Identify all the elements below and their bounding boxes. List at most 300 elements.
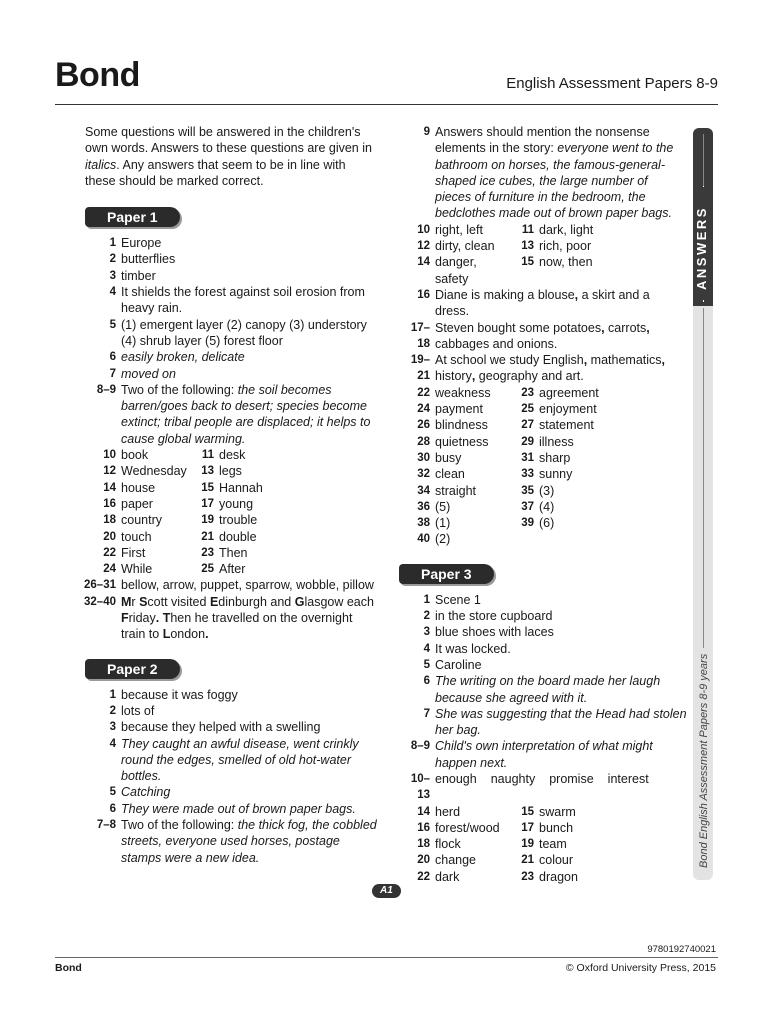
table-row xyxy=(399,385,687,401)
item-answer: (4) xyxy=(539,499,555,514)
item-number: 11 xyxy=(521,223,534,236)
table-row xyxy=(399,238,687,254)
item-number: 3 xyxy=(109,721,116,734)
item-answer: Child's own interpretation of what might happen next. xyxy=(435,739,653,770)
list-item xyxy=(399,592,687,608)
item-number: 15 xyxy=(521,256,534,269)
list-item xyxy=(85,577,378,593)
item-number: 12 xyxy=(417,240,430,253)
item-answer: clean xyxy=(435,467,465,482)
item-number: 13 xyxy=(521,240,534,253)
punct-comma: , xyxy=(646,320,650,335)
list-item xyxy=(399,624,687,640)
side-tab-line xyxy=(703,186,704,187)
item-number: 36 xyxy=(417,500,430,513)
item-number: 16 xyxy=(417,821,430,834)
table-row xyxy=(85,529,378,545)
item-answer: forest/wood xyxy=(435,820,500,835)
side-tab-line xyxy=(703,308,704,648)
answer-cell xyxy=(399,254,509,287)
item-number: 28 xyxy=(417,435,430,448)
answer-italic: the soil becomes barren/goes back to desert; species become extinct; tribal people are displaced; it helps to cause global warming. xyxy=(121,382,371,446)
item-answer: blindness xyxy=(435,418,488,433)
item-answer: Diane is making a blouse, a skirt and a dress. xyxy=(435,287,650,319)
answer-lead: Two of the following: xyxy=(121,382,238,397)
list-item xyxy=(85,687,378,703)
word: enough xyxy=(435,771,477,786)
item-answer: herd xyxy=(435,804,461,819)
answer-cell xyxy=(399,466,509,482)
answer-cell xyxy=(399,499,509,515)
item-answer: country xyxy=(121,513,162,528)
answer-cell xyxy=(509,401,619,417)
paper-2-tab: Paper 2 xyxy=(85,659,180,679)
item-number: 39 xyxy=(521,517,534,530)
item-number: 3 xyxy=(423,626,430,639)
list-item xyxy=(399,706,687,739)
list-item xyxy=(85,251,378,267)
table-row xyxy=(85,496,378,512)
table-row xyxy=(399,483,687,499)
answer-cell xyxy=(85,529,195,545)
answer-cell xyxy=(399,450,509,466)
punct-period: . xyxy=(155,611,160,626)
item-number: 6 xyxy=(109,351,116,364)
item-answer: change xyxy=(435,853,477,868)
intro-italics-word: italics xyxy=(85,157,117,172)
item-number: 17 xyxy=(201,497,214,510)
answer-cell xyxy=(195,512,305,528)
item-answer: house xyxy=(121,480,156,495)
item-number: 19–21 xyxy=(410,354,430,383)
answer-cell xyxy=(399,222,509,238)
answer-italic: everyone went to the bathroom on horses, the famous-general-shaped ice cubes, the large number of pieces of furniture in the bedroom, the bedclothes made out of brown paper bags. xyxy=(435,141,674,221)
table-row xyxy=(85,561,378,577)
intro-part-1: Some questions will be answered in the children's own words. Answers to these questions are given in xyxy=(85,125,372,156)
item-answer: sunny xyxy=(539,467,573,482)
item-answer: dark, light xyxy=(539,222,594,237)
item-answer: busy xyxy=(435,450,462,465)
list-item xyxy=(399,608,687,624)
item-answer: desk xyxy=(219,448,246,463)
answer-cell xyxy=(399,852,509,868)
item-number: 13 xyxy=(201,465,214,478)
item-answer: (2) xyxy=(435,532,451,547)
header-rule xyxy=(55,104,718,105)
item-number: 25 xyxy=(201,563,214,576)
answer-cell xyxy=(399,869,509,885)
intro-text xyxy=(85,124,378,189)
item-answer: flock xyxy=(435,837,461,852)
answer-cell xyxy=(399,515,509,531)
answer-cell xyxy=(399,483,509,499)
side-tab-subtitle: Bond English Assessment Papers 8-9 years xyxy=(698,653,710,868)
item-answer: straight xyxy=(435,483,476,498)
item-number: 22 xyxy=(417,386,430,399)
item-number: 19 xyxy=(521,838,534,851)
item-answer: Mr Scott visited Edinburgh and Glasgow each Friday. Then he travelled on the overnight train to London. xyxy=(121,594,374,642)
isbn: 9780192740021 xyxy=(647,944,716,955)
item-number: 16 xyxy=(417,288,430,301)
item-number: 20 xyxy=(103,530,116,543)
item-number: 38 xyxy=(417,517,430,530)
item-number: 10 xyxy=(417,223,430,236)
list-item xyxy=(85,736,378,785)
answer-lead: Two of the following: xyxy=(121,817,238,832)
answer-cell xyxy=(509,499,619,515)
table-row xyxy=(399,820,687,836)
table-row xyxy=(399,450,687,466)
side-tab-label: ANSWERS xyxy=(694,206,709,290)
item-number: 12 xyxy=(103,465,116,478)
answer-cell xyxy=(509,804,619,820)
item-answer: Then xyxy=(219,545,248,560)
item-answer: Wednesday xyxy=(121,464,187,479)
list-item xyxy=(85,349,378,365)
item-answer: colour xyxy=(539,853,574,868)
item-number: 3 xyxy=(109,269,116,282)
item-number: 4 xyxy=(109,737,116,750)
item-number: 40 xyxy=(417,533,430,546)
item-answer: They were made out of brown paper bags. xyxy=(121,801,356,816)
footer-brand: Bond xyxy=(55,962,82,974)
item-number: 27 xyxy=(521,419,534,432)
item-answer: (3) xyxy=(539,483,555,498)
list-item xyxy=(399,657,687,673)
item-number: 24 xyxy=(103,563,116,576)
list-item xyxy=(85,703,378,719)
list-item xyxy=(399,287,687,320)
item-number: 7 xyxy=(109,367,116,380)
cap-L: L xyxy=(162,627,171,642)
item-answer: right, left xyxy=(435,222,483,237)
answer-cell xyxy=(509,417,619,433)
item-answer: Europe xyxy=(121,236,162,251)
item-answer: dragon xyxy=(539,869,578,884)
paper-1-cont-pairs xyxy=(399,222,687,287)
answer-cell xyxy=(399,836,509,852)
item-number: 23 xyxy=(521,870,534,883)
item-number: 1 xyxy=(109,237,116,250)
answer-italic: the thick fog, the cobbled streets, everyone used horses, postage stamps were a new idea. xyxy=(121,817,377,865)
item-answer: (6) xyxy=(539,516,555,531)
item-number: 6 xyxy=(423,675,430,688)
table-row xyxy=(399,434,687,450)
item-number: 18 xyxy=(417,838,430,851)
item-answer: now, then xyxy=(539,255,593,270)
table-row xyxy=(399,499,687,515)
answer-cell xyxy=(85,545,195,561)
item-answer: enjoyment xyxy=(539,402,597,417)
item-number: 20 xyxy=(417,854,430,867)
table-row xyxy=(399,804,687,820)
item-answer: (1) xyxy=(435,516,451,531)
answer-cell xyxy=(85,480,195,496)
table-row xyxy=(399,836,687,852)
item-answer: touch xyxy=(121,529,152,544)
item-answer xyxy=(121,382,378,447)
item-answer: While xyxy=(121,562,153,577)
table-row xyxy=(85,480,378,496)
item-answer: weakness xyxy=(435,385,491,400)
item-answer: The writing on the board made her laugh because she agreed with it. xyxy=(435,674,661,705)
item-answer: It was locked. xyxy=(435,641,511,656)
item-answer: trouble xyxy=(219,513,258,528)
item-answer: It shields the forest against soil erosion from heavy rain. xyxy=(121,285,365,316)
punct-comma: , xyxy=(661,353,666,368)
item-number: 6 xyxy=(109,802,116,815)
item-number: 2 xyxy=(109,253,116,266)
list-item xyxy=(399,771,687,804)
item-answer: team xyxy=(539,837,567,852)
item-number: 34 xyxy=(417,484,430,497)
answer-cell xyxy=(509,483,619,499)
item-answer: moved on xyxy=(121,366,176,381)
answer-cell xyxy=(399,385,509,401)
answer-cell xyxy=(195,529,305,545)
item-number: 15 xyxy=(521,805,534,818)
item-number: 1 xyxy=(423,593,430,606)
answer-cell xyxy=(195,545,305,561)
item-answer: double xyxy=(219,529,257,544)
answer-cell xyxy=(195,480,305,496)
list-item xyxy=(85,284,378,317)
list-item xyxy=(85,317,378,350)
item-number: 8–9 xyxy=(410,740,430,753)
item-number: 14 xyxy=(417,805,430,818)
item-answer: illness xyxy=(539,434,574,449)
answer-cell xyxy=(399,401,509,417)
item-answer: She was suggesting that the Head had stolen her bag. xyxy=(435,706,687,738)
answer-cell xyxy=(399,820,509,836)
item-number: 2 xyxy=(423,610,430,623)
brand-logo: Bond xyxy=(55,56,140,94)
list-item xyxy=(85,784,378,800)
answer-cell xyxy=(85,463,195,479)
table-row xyxy=(399,869,687,885)
answer-cell xyxy=(509,254,619,287)
item-answer: swarm xyxy=(539,804,576,819)
table-row xyxy=(85,545,378,561)
item-answer xyxy=(435,124,687,222)
item-number: 18 xyxy=(103,514,116,527)
answer-cell xyxy=(399,531,509,547)
item-number: 9 xyxy=(423,126,430,138)
item-answer: dark xyxy=(435,869,460,884)
item-number: 7–8 xyxy=(96,818,116,831)
item-number: 23 xyxy=(201,546,214,559)
item-answer: because they helped with a swelling xyxy=(121,720,321,735)
item-answer: sharp xyxy=(539,450,571,465)
item-answer: Catching xyxy=(121,785,171,800)
intro-part-2: . Any answers that seem to be in line with these should be marked correct. xyxy=(85,157,346,188)
item-number: 2 xyxy=(109,704,116,717)
item-answer: quietness xyxy=(435,434,489,449)
answer-cell xyxy=(509,434,619,450)
item-number: 33 xyxy=(521,468,534,481)
list-item xyxy=(85,382,378,447)
item-number: 11 xyxy=(201,449,214,462)
paper-3-tab: Paper 3 xyxy=(399,564,494,584)
item-number: 5 xyxy=(109,786,116,799)
answer-cell xyxy=(509,466,619,482)
answer-cell xyxy=(195,496,305,512)
item-answer: butterflies xyxy=(121,252,176,267)
punct-comma: , xyxy=(471,369,476,384)
table-row xyxy=(399,515,687,531)
punct-comma: , xyxy=(574,287,579,302)
list-item xyxy=(399,641,687,657)
list-item xyxy=(85,801,378,817)
item-number: 14 xyxy=(103,481,116,494)
item-number: 5 xyxy=(109,318,116,331)
item-number: 29 xyxy=(521,435,534,448)
item-answer: Steven bought some potatoes, carrots, cabbages and onions. xyxy=(435,320,650,351)
answer-cell xyxy=(85,496,195,512)
list-item xyxy=(85,817,378,866)
item-answer: paper xyxy=(121,496,153,511)
right-column xyxy=(399,124,687,885)
item-number: 26–31 xyxy=(84,579,116,592)
item-number: 10–13 xyxy=(410,772,430,802)
list-item xyxy=(399,352,687,385)
item-answer: payment xyxy=(435,402,483,417)
list-item xyxy=(399,124,687,222)
item-answer: bellow, arrow, puppet, sparrow, wobble, pillow xyxy=(121,578,374,593)
item-answer: Hannah xyxy=(219,480,263,495)
table-row xyxy=(399,417,687,433)
paper-1-pairs xyxy=(85,447,378,577)
item-number: 8–9 xyxy=(96,383,116,396)
answer-cell xyxy=(509,238,619,254)
answer-cell xyxy=(399,804,509,820)
cap-M: M xyxy=(121,594,132,609)
table-row xyxy=(399,254,687,287)
item-number: 22 xyxy=(417,870,430,883)
item-number: 22 xyxy=(103,546,116,559)
list-item xyxy=(399,673,687,706)
table-row xyxy=(85,447,378,463)
item-number: 4 xyxy=(423,642,430,655)
item-number: 19 xyxy=(201,514,214,527)
item-number: 23 xyxy=(521,386,534,399)
answer-cell xyxy=(399,238,509,254)
list-item xyxy=(85,366,378,382)
item-answer: statement xyxy=(539,418,594,433)
item-answer: Caroline xyxy=(435,657,482,672)
item-answer xyxy=(121,817,378,866)
item-answer: After xyxy=(219,562,246,577)
answer-cell xyxy=(509,869,619,885)
answer-cell xyxy=(509,385,619,401)
list-item xyxy=(399,738,687,771)
list-item xyxy=(85,268,378,284)
answer-cell xyxy=(85,512,195,528)
paper-3-pairs xyxy=(399,804,687,885)
item-answer: Scene 1 xyxy=(435,592,481,607)
answer-cell xyxy=(85,561,195,577)
table-row xyxy=(399,222,687,238)
item-answer: danger, safety xyxy=(435,255,477,286)
page-number-badge: A1 xyxy=(372,884,401,898)
paper-1-answers xyxy=(85,235,378,642)
item-answer: timber xyxy=(121,268,156,283)
answer-cell xyxy=(509,450,619,466)
item-number: 26 xyxy=(417,419,430,432)
cap-S: S xyxy=(139,594,148,609)
item-number: 24 xyxy=(417,403,430,416)
punct-comma: , xyxy=(601,320,605,335)
item-number: 7 xyxy=(423,707,430,720)
item-number: 4 xyxy=(109,286,116,299)
item-answer: because it was foggy xyxy=(121,687,238,702)
paper-3-answers xyxy=(399,592,687,885)
item-number: 25 xyxy=(521,403,534,416)
table-row xyxy=(399,466,687,482)
item-number: 17 xyxy=(521,821,534,834)
item-number: 1 xyxy=(109,688,116,701)
item-answer: book xyxy=(121,448,149,463)
list-item xyxy=(399,320,687,353)
cap-E: E xyxy=(209,594,219,609)
footer-copyright: © Oxford University Press, 2015 xyxy=(565,962,716,974)
table-row xyxy=(85,463,378,479)
table-row xyxy=(85,512,378,528)
item-answer: agreement xyxy=(539,385,599,400)
answer-cell xyxy=(509,820,619,836)
item-number: 10 xyxy=(103,449,116,462)
item-number: 32 xyxy=(417,468,430,481)
answer-cell xyxy=(509,222,619,238)
item-answer: young xyxy=(219,496,254,511)
item-number: 37 xyxy=(521,500,534,513)
item-number: 30 xyxy=(417,451,430,464)
item-number: 32–40 xyxy=(84,595,116,608)
cap-G: G xyxy=(294,594,305,609)
footer-rule xyxy=(55,957,718,958)
answer-cell xyxy=(399,434,509,450)
item-number: 15 xyxy=(201,481,214,494)
answer-cell xyxy=(195,463,305,479)
table-row xyxy=(399,852,687,868)
cap-F: F xyxy=(121,611,129,626)
paper-1-cont-pairs-2 xyxy=(399,385,687,548)
item-number: 21 xyxy=(201,530,214,543)
answer-cell xyxy=(509,852,619,868)
item-answer: bunch xyxy=(539,820,574,835)
item-answer: (5) xyxy=(435,499,451,514)
list-item xyxy=(85,594,378,643)
item-number: 16 xyxy=(103,497,116,510)
list-item xyxy=(85,719,378,735)
side-tab-line xyxy=(703,300,704,302)
punct-comma: , xyxy=(583,353,588,368)
item-number: 5 xyxy=(423,658,430,671)
item-number: 31 xyxy=(521,451,534,464)
item-number: 14 xyxy=(417,256,430,269)
item-answer xyxy=(539,531,619,547)
table-row xyxy=(399,401,687,417)
item-answer: blue shoes with laces xyxy=(435,625,554,640)
item-answer: legs xyxy=(219,464,242,479)
answer-cell xyxy=(85,447,195,463)
item-number: 17–18 xyxy=(410,321,430,350)
item-number: 35 xyxy=(521,484,534,497)
word: naughty xyxy=(490,771,536,786)
item-answer: rich, poor xyxy=(539,239,592,254)
answer-cell xyxy=(399,417,509,433)
punct-period: . xyxy=(205,627,209,642)
